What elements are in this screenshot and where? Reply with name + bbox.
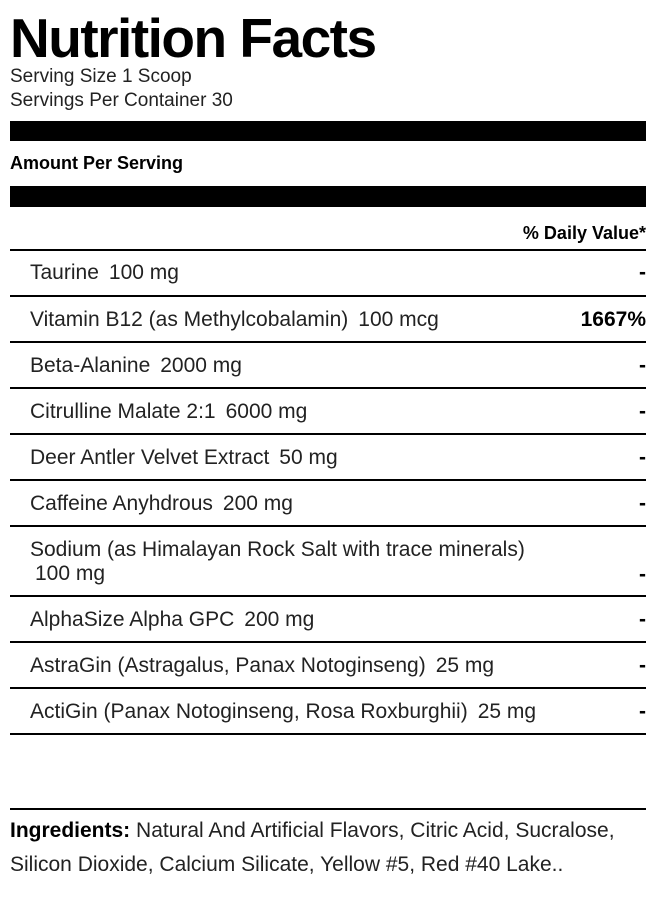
nutrient-label <box>30 400 307 424</box>
nutrient-row-actigin <box>10 689 646 733</box>
nutrient-label <box>30 492 293 516</box>
nutrient-label <box>30 700 536 724</box>
nutrient-amount: 50 mg <box>279 446 338 469</box>
nutrient-row-citrulline-malate <box>10 389 646 433</box>
nutrient-label <box>30 608 314 632</box>
nutrient-amount: 200 mg <box>222 492 293 515</box>
nutrient-amount: 100 mg <box>35 562 106 585</box>
nutrient-daily-value: - <box>639 446 646 469</box>
nutrient-amount: 25 mg <box>477 700 537 723</box>
ingredients-label: Ingredients: <box>10 819 131 842</box>
nutrient-amount: 100 mcg <box>358 308 439 331</box>
ingredients-statement <box>10 814 646 882</box>
nutrient-row-alphasize <box>10 597 646 641</box>
nutrient-label <box>30 654 494 678</box>
ingredients-divider <box>10 808 646 810</box>
nutrient-row-deer-antler <box>10 435 646 479</box>
daily-value-header: % Daily Value* <box>522 223 646 243</box>
nutrient-amount: 2000 mg <box>160 354 242 377</box>
page-title: Nutrition Facts <box>10 7 376 69</box>
nutrient-name: Deer Antler Velvet Extract <box>30 446 270 469</box>
nutrient-row-beta-alanine <box>10 343 646 387</box>
nutrient-daily-value: - <box>639 261 646 284</box>
nutrient-name: AstraGin (Astragalus, Panax Notoginseng) <box>30 654 426 677</box>
nutrient-name: ActiGin (Panax Notoginseng, Rosa Roxburghii) <box>30 700 468 723</box>
nutrient-daily-value: 1667% <box>580 308 646 331</box>
nutrient-amount: 6000 mg <box>225 400 308 423</box>
nutrient-row-taurine <box>10 251 646 295</box>
servings-per-container: Servings Per Container 30 <box>10 90 233 111</box>
nutrient-label <box>30 354 242 378</box>
nutrient-label <box>30 308 439 332</box>
nutrient-row-sodium <box>10 527 646 595</box>
nutrient-amount: 100 mg <box>108 261 179 284</box>
nutrient-row-caffeine <box>10 481 646 525</box>
thick-divider-top <box>10 121 646 141</box>
nutrient-daily-value: - <box>639 400 646 423</box>
nutrient-name: Taurine <box>30 261 99 284</box>
nutrient-daily-value: - <box>639 492 646 515</box>
nutrient-amount: 25 mg <box>435 654 495 677</box>
nutrient-label <box>30 261 179 285</box>
amount-per-serving-heading: Amount Per Serving <box>10 153 184 173</box>
nutrient-name: Beta-Alanine <box>30 354 151 377</box>
nutrient-name: AlphaSize Alpha GPC <box>30 608 235 631</box>
nutrient-daily-value: - <box>639 563 646 586</box>
nutrient-name: Vitamin B12 (as Methylcobalamin) <box>30 308 349 331</box>
nutrient-row-astragin <box>10 643 646 687</box>
row-divider <box>10 733 646 735</box>
nutrient-label <box>30 446 338 470</box>
nutrient-name: Citrulline Malate 2:1 <box>30 400 216 423</box>
nutrient-daily-value: - <box>639 654 646 677</box>
nutrient-amount: 200 mg <box>244 608 315 631</box>
nutrient-daily-value: - <box>639 700 646 723</box>
nutrient-daily-value: - <box>639 608 646 631</box>
ingredients-text: Natural And Artificial Flavors, Citric Acid, Sucralose, Silicon Dioxide, Calcium Silicate, Yellow #5, Red #40 Lake.. <box>10 819 615 876</box>
nutrient-name: Sodium (as Himalayan Rock Salt with trace minerals) <box>30 538 525 561</box>
serving-size: Serving Size 1 Scoop <box>10 66 192 87</box>
nutrient-row-vitamin-b12 <box>10 297 646 341</box>
nutrient-name: Caffeine Anyhdrous <box>30 492 213 515</box>
thick-divider-middle <box>10 186 646 207</box>
nutrient-daily-value: - <box>639 354 646 377</box>
